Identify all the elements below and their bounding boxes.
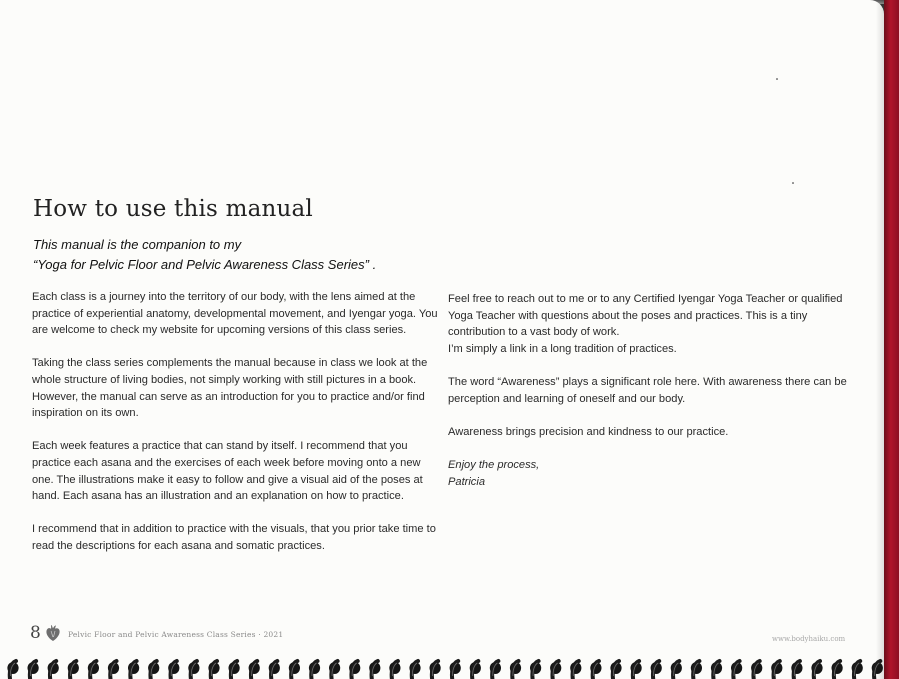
paragraph: Each week features a practice that can stand by itself. I recommend that you practice each asana and the exercises of each week before moving onto a new one. The illustrations make it easy to follow and give a visual aid of the poses at hand. Each asana has an illustration and an explanation on how to practice. [32,440,423,503]
binding-ring [832,661,843,679]
page-number: 8 [30,623,41,643]
binding-ring [148,661,159,679]
anatomical-heart-icon [45,624,61,642]
paragraph: I recommend that in addition to practice with the visuals, that you prior take time to read the descriptions for each asana and somatic practices. [32,523,436,552]
paragraph: The word “Awareness” plays a significant role here. With awareness there can be perception and learning of oneself and our body. [448,375,847,405]
binding-ring [791,661,802,679]
binding-ring [168,661,179,679]
binding-ring [48,661,59,679]
binding-ring [329,661,340,679]
binding-ring [27,661,38,679]
paragraph: Each class is a journey into the territory of our body, with the lens aimed at the practice of experiential anatomy, developmental movement, and Iyengar yoga. You are welcome to check my website for upcoming versions of this class series. [32,291,438,337]
binding-ring [208,661,219,679]
binding-ring [369,661,380,679]
signoff [448,457,856,490]
paper-speck [792,182,794,184]
intro-line: “Yoga for Pelvic Floor and Pelvic Awareness Class Series” . [33,257,377,272]
binding-ring [530,661,541,679]
binding-ring [88,661,99,679]
intro-line: This manual is the companion to my [33,237,242,252]
binding-ring [550,661,561,679]
binding-ring [68,661,79,679]
binding-ring [108,661,119,679]
binding-ring [852,661,863,679]
binding-ring [811,661,822,679]
binding-ring [872,661,883,679]
page-edge-shadow [876,0,884,679]
binding-ring [610,661,621,679]
left-column [32,289,444,571]
paper-speck [776,78,778,80]
binding-ring [631,661,642,679]
binding-ring [409,661,420,679]
binding-ring [771,661,782,679]
paragraph: I’m simply a link in a long tradition of practices. [448,342,677,355]
signoff-line: Enjoy the process, [448,458,540,471]
binding-ring [229,661,240,679]
binding-ring [289,661,300,679]
binding-ring [430,661,441,679]
right-column [448,291,856,490]
page-title: How to use this manual [33,196,313,222]
binding-ring [389,661,400,679]
binding-ring [570,661,581,679]
intro-text [33,235,453,275]
paragraph: Taking the class series complements the manual because in class we look at the whole structure of living bodies, not simply working with still pictures in a book. However, the manual can serve as an introduction for you to practice and/or find inspiration on its own. [32,357,428,420]
binding-ring [128,661,139,679]
paragraph: Awareness brings precision and kindness to our practice. [448,425,729,438]
binding-ring [651,661,662,679]
binding-ring [711,661,722,679]
binding-ring [590,661,601,679]
signoff-name: Patricia [448,475,485,488]
binding-ring [691,661,702,679]
website-link: www.bodyhaiku.com [772,635,846,643]
binding-ring [510,661,521,679]
binding-ring [671,661,682,679]
spiral-binding [0,652,899,679]
red-cover-edge [884,0,899,679]
binding-ring [7,661,18,679]
binding-ring [269,661,280,679]
binding-ring [450,661,461,679]
series-label: Pelvic Floor and Pelvic Awareness Class Series · 2021 [68,630,284,639]
binding-ring [188,661,199,679]
binding-ring [470,661,481,679]
binding-ring [731,661,742,679]
binding-ring [309,661,320,679]
binding-ring [349,661,360,679]
binding-ring [751,661,762,679]
paragraph: Feel free to reach out to me or to any Certified Iyengar Yoga Teacher or qualified Yoga Teacher with questions about the poses and practices. This is a tiny contribution to a vast body of work. [448,293,843,339]
binding-ring [249,661,260,679]
binding-ring [490,661,501,679]
